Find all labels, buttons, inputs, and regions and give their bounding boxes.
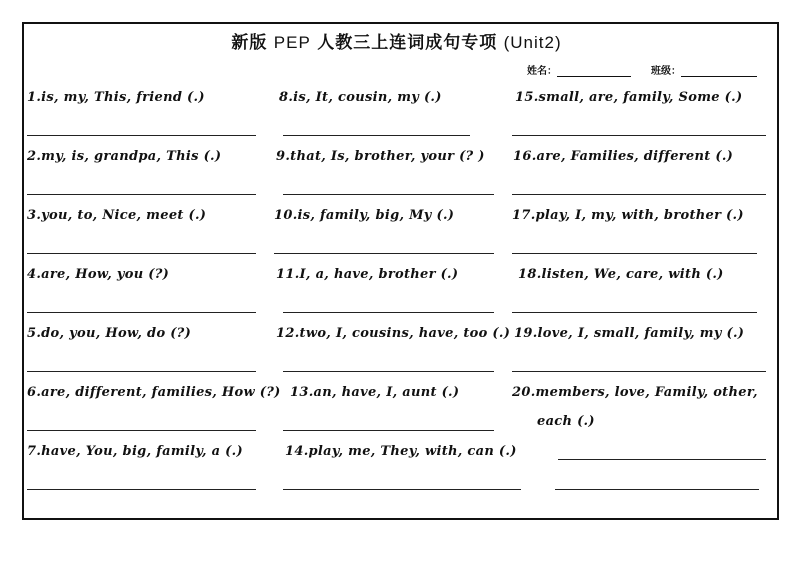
question-7: 7.have, You, big, family, a (.): [27, 444, 243, 459]
answer-line-6[interactable]: [27, 430, 256, 431]
answer-line-5[interactable]: [27, 371, 256, 372]
answer-line-18[interactable]: [512, 312, 757, 313]
question-12: 12.two, I, cousins, have, too (.): [276, 326, 511, 341]
answer-line-14[interactable]: [283, 489, 521, 490]
question-17: 17.play, I, my, with, brother (.): [512, 208, 744, 223]
question-15: 15.small, are, family, Some (.): [515, 90, 743, 105]
answer-line-1[interactable]: [27, 135, 256, 136]
question-11: 11.I, a, have, brother (.): [276, 267, 459, 282]
question-20: 20.members, love, Family, other,: [512, 385, 758, 400]
question-16: 16.are, Families, different (.): [513, 149, 734, 164]
question-9: 9.that, Is, brother, your (? ): [276, 149, 485, 164]
question-8: 8.is, It, cousin, my (.): [279, 90, 442, 105]
question-3: 3.you, to, Nice, meet (.): [27, 208, 207, 223]
answer-line-4[interactable]: [27, 312, 256, 313]
question-20-continued: each (.): [537, 414, 595, 429]
question-4: 4.are, How, you (?): [27, 267, 170, 282]
question-6: 6.are, different, families, How (?): [27, 385, 281, 400]
answer-line-7[interactable]: [27, 489, 256, 490]
question-18: 18.listen, We, care, with (.): [518, 267, 724, 282]
question-19: 19.love, I, small, family, my (.): [514, 326, 745, 341]
question-1: 1.is, my, This, friend (.): [27, 90, 205, 105]
answer-line-12[interactable]: [283, 371, 494, 372]
answer-line-10[interactable]: [274, 253, 494, 254]
class-field[interactable]: [651, 62, 757, 77]
answer-line-19[interactable]: [512, 371, 766, 372]
name-blank[interactable]: [557, 66, 631, 77]
question-13: 13.an, have, I, aunt (.): [290, 385, 460, 400]
answer-line-16[interactable]: [512, 194, 766, 195]
answer-line-3[interactable]: [27, 253, 256, 254]
answer-line-20a[interactable]: [558, 459, 766, 460]
answer-line-11[interactable]: [283, 312, 494, 313]
question-10: 10.is, family, big, My (.): [274, 208, 455, 223]
class-label: 班级：: [651, 66, 681, 77]
title-unit: (Unit2): [503, 33, 562, 52]
answer-line-8[interactable]: [283, 135, 470, 136]
question-2: 2.my, is, grandpa, This (.): [27, 149, 222, 164]
answer-line-13[interactable]: [283, 430, 494, 431]
title-prefix: 新版: [231, 33, 268, 53]
question-14: 14.play, me, They, with, can (.): [285, 444, 517, 459]
title-main: 人教三上连词成句专项: [317, 33, 498, 53]
name-label: 姓名：: [527, 66, 557, 77]
name-field[interactable]: [527, 62, 631, 77]
worksheet-title: [0, 28, 793, 53]
answer-line-15[interactable]: [512, 135, 766, 136]
class-blank[interactable]: [681, 66, 757, 77]
answer-line-20b[interactable]: [555, 489, 759, 490]
answer-line-17[interactable]: [512, 253, 757, 254]
question-5: 5.do, you, How, do (?): [27, 326, 192, 341]
answer-line-2[interactable]: [27, 194, 256, 195]
title-pep: PEP: [273, 33, 311, 52]
answer-line-9[interactable]: [283, 194, 494, 195]
